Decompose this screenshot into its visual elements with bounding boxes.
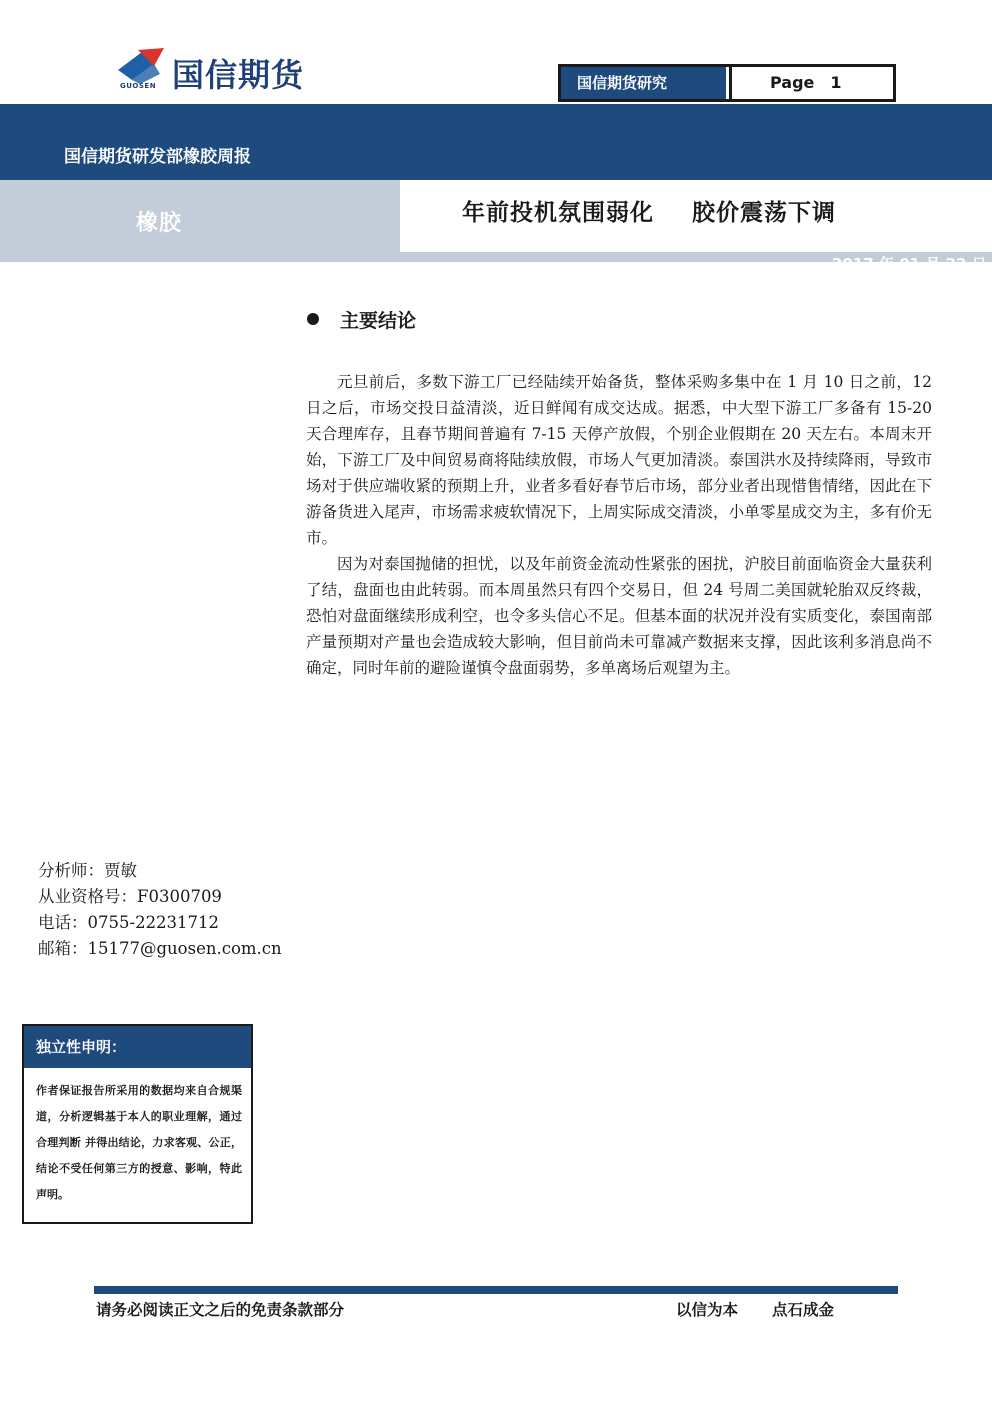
main-conclusion-body <box>306 369 932 681</box>
footer-divider <box>94 1286 898 1294</box>
footer-motto <box>676 1298 834 1320</box>
independence-statement-box <box>22 1024 253 1224</box>
body-paragraph: 因为对泰国抛储的担忧，以及年前资金流动性紧张的困扰，沪胶目前面临资金大量获利了结，盘面也由此转弱。而本周虽然只有四个交易日，但 24 号周二美国就轮胎双反终裁，恐怕对盘面继续形成利空，也令多头信心不足。但基本面的状况并没有实质变化，泰国南部产量预期对产量也会造成较大影响，但目前尚未可靠减产数据来支撑，因此该利多消息尚不确定，同时年前的避险谨慎令盘面弱势，多单离场后观望为主。 <box>306 555 932 677</box>
page-label: Page <box>770 73 815 92</box>
motto-2: 点石成金 <box>772 1301 835 1319</box>
report-date: 2017 年 01 月 22 日 <box>832 255 987 273</box>
research-label: 国信期货研究 <box>561 67 726 99</box>
header-label-box <box>558 64 896 102</box>
page-indicator <box>729 67 893 99</box>
footer-notice: 请务必阅读正文之后的免责条款部分 <box>96 1301 345 1319</box>
analyst-phone: 电话：0755-22231712 <box>38 913 220 932</box>
report-title <box>462 194 836 227</box>
section-title: 主要结论 <box>340 310 417 332</box>
report-banner <box>0 104 992 180</box>
body-paragraph: 元旦前后，多数下游工厂已经陆续开始备货，整体采购多集中在 1 月 10 日之前，12 日之后，市场交投日益清淡，近日鲜闻有成交达成。据悉，中大型下游工厂多备有 15-20 天合理库存，且春节期间普遍有 7-15 天停产放假，个别企业假期在 20 天左右。本周末开始，下游工厂及中间贸易商将陆续放假，市场人气更加清淡。泰国洪水及持续降雨，导致市场对于供应端收紧的预期上升，业者多看好春节后市场，部分业者出现惜售情绪，因此在下游备货进入尾声，市场需求疲软情况下，上周实际成交清淡，小单零星成交为主，多有价无市。 <box>306 373 932 547</box>
bullet-icon <box>307 313 319 325</box>
report-type: 国信期货研发部橡胶周报 <box>64 147 251 167</box>
logo-name: 国信期货 <box>172 56 305 94</box>
motto-1: 以信为本 <box>676 1301 739 1319</box>
logo-sub: GUOSEN <box>120 82 157 90</box>
analyst-info <box>38 858 282 962</box>
analyst-name: 分析师：贾敏 <box>38 861 137 880</box>
statement-text: 作者保证报告所采用的数据均来自合规渠道，分析逻辑基于本人的职业理解，通过合理判断 并得出结论，力求客观、公正，结论不受任何第三方的授意、影响，特此声明。 <box>36 1084 242 1201</box>
company-logo <box>114 44 354 100</box>
category-label: 橡胶 <box>136 211 183 236</box>
page-number: 1 <box>830 73 842 92</box>
analyst-email: 邮箱：15177@guosen.com.cn <box>38 939 282 958</box>
category-box <box>0 180 400 252</box>
title-part-1: 年前投机氛围弱化 <box>462 200 654 226</box>
title-part-2: 胶价震荡下调 <box>692 200 836 226</box>
analyst-license: 从业资格号：F0300709 <box>38 887 222 906</box>
statement-title: 独立性申明： <box>24 1026 251 1068</box>
